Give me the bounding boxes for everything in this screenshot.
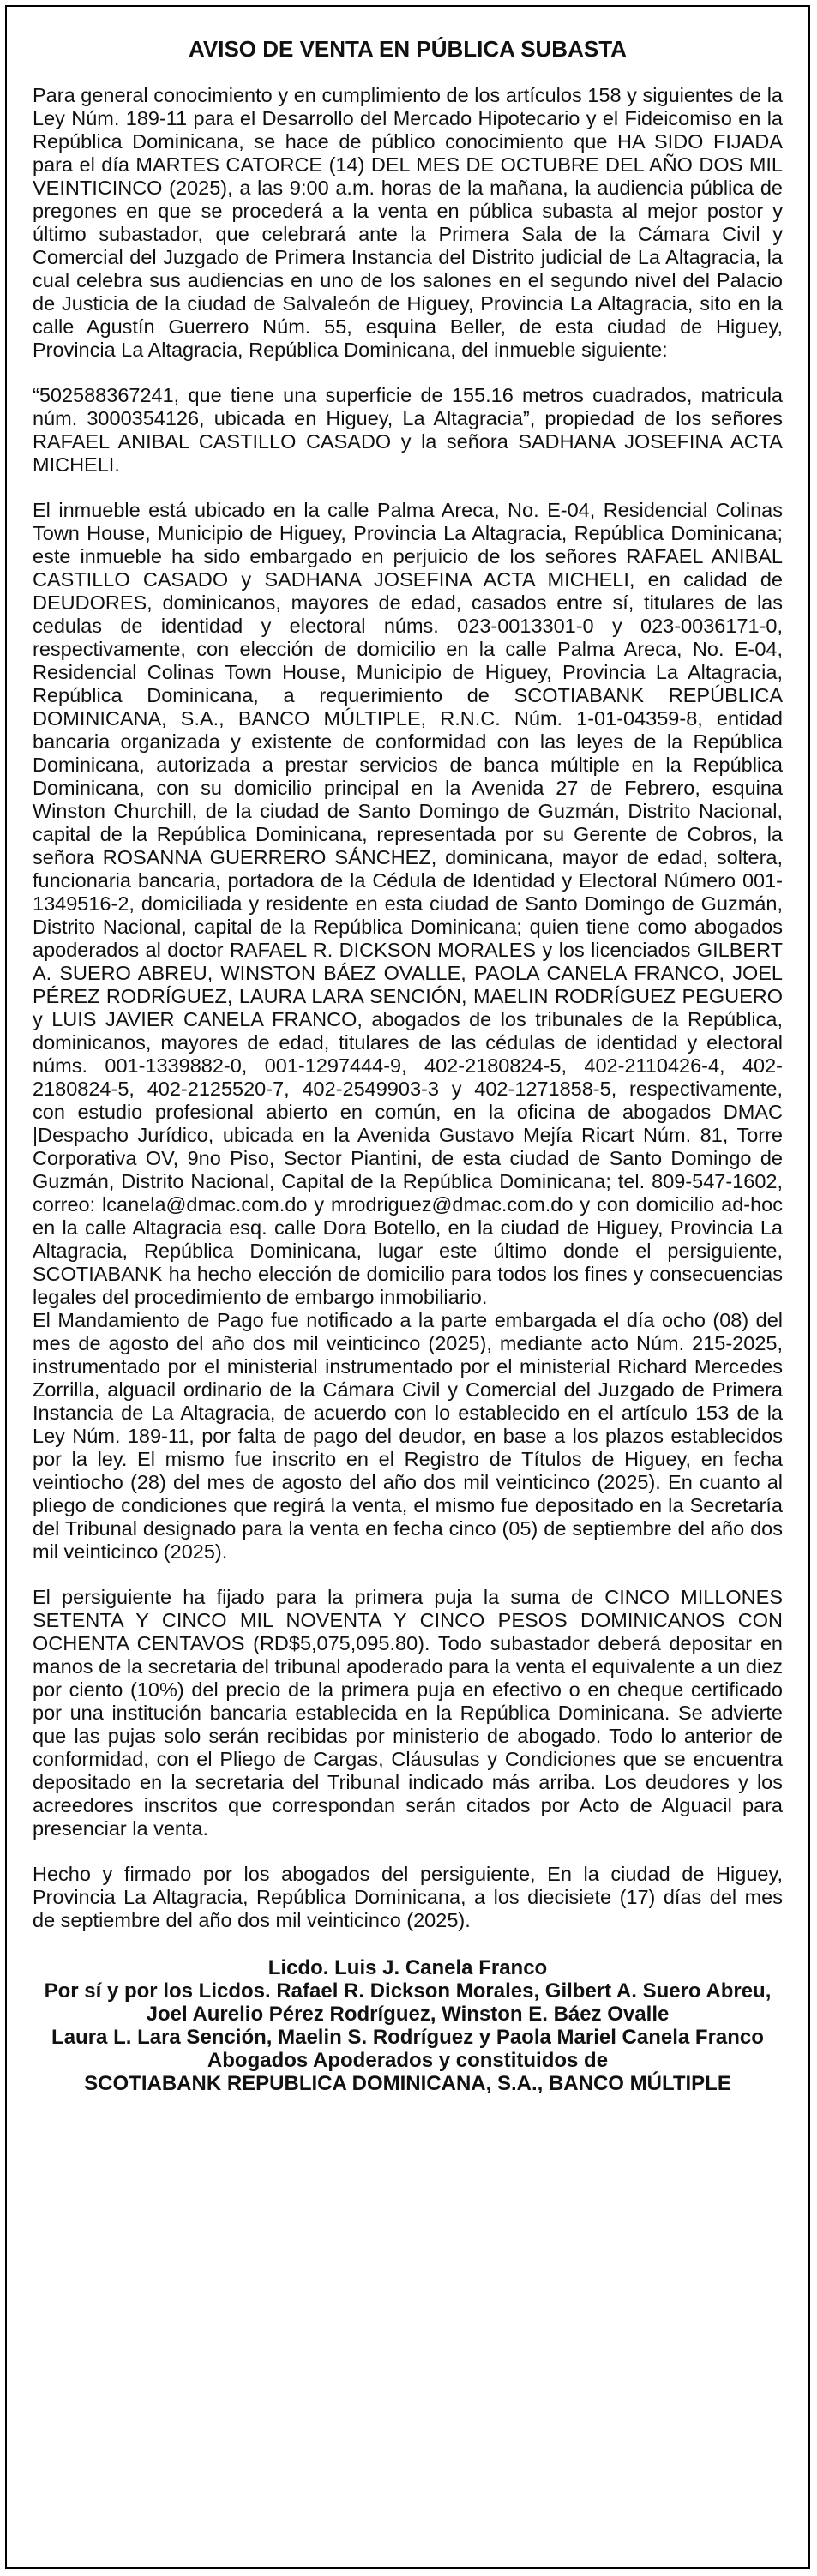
- signature-line-role: Abogados Apoderados y constituidos de: [207, 2049, 609, 2072]
- paragraph-first-bid: El persiguiente ha fijado para la primera puja la suma de CINCO MILLONES SETENTA Y CINCO MIL NOVENTA Y CINCO PESOS DOMINICANOS CON OCHENTA CENTAVOS (RD$5,075,095.80). Todo subastador deberá depositar en manos de la secretaria del tribunal apoderado para la venta el equivalente a un diez por ciento (10%) del precio de la primera puja en efectivo o en cheque certificado por una institución bancaria establecida en la República Dominicana. Se advierte que las pujas solo serán recibidas por ministerio de abogado. Todo lo anterior de conformidad, con el Pliego de Cargas, Cláusulas y Condiciones que se encuentra depositado en la secretaria del Tribunal indicado más arriba. Los deudores y los acreedores inscritos que correspondan serán citados por Acto de Alguacil para presenciar la venta.: [33, 1586, 783, 1840]
- paragraph-property-details: El inmueble está ubicado en la calle Palma Areca, No. E-04, Residencial Colinas Town House, Municipio de Higuey, Provincia La Altagracia, República Dominicana; este inmueble ha sido embargado en perjuicio de los señores RAFAEL ANIBAL CASTILLO CASADO y SADHANA JOSEFINA ACTA MICHELI, en calidad de DEUDORES, dominicanos, mayores de edad, casados entre sí, titulares de las cedulas de identidad y electoral núms. 023-0013301-0 y 023-0036171-0, respectivamente, con elección de domicilio en la calle Palma Areca, No. E-04, Residencial Colinas Town House, Municipio de Higuey, Provincia La Altagracia, República Dominicana, a requerimiento de SCOTIABANK REPÚBLICA DOMINICANA, S.A., BANCO MÚLTIPLE, R.N.C. Núm. 1-01-04359-8, entidad bancaria organizada y existente de conformidad con las leyes de la República Dominicana, autorizada a prestar servicios de banca múltiple en la República Dominicana, con su domicilio principal en la Avenida 27 de Febrero, esquina Winston Churchill, de la ciudad de Santo Domingo de Guzmán, Distrito Nacional, capital de la República Dominicana, representada por su Gerente de Cobros, la señora ROSANNA GUERRERO SÁNCHEZ, dominicana, mayor de edad, soltera, funcionaria bancaria, portadora de la Cédula de Identidad y Electoral Número 001-1349516-2, domiciliada y residente en esta ciudad de Santo Domingo de Guzmán, Distrito Nacional, capital de la República Dominicana; quien tiene como abogados apoderados al doctor RAFAEL R. DICKSON MORALES y los licenciados GILBERT A. SUERO ABREU, WINSTON BÁEZ OVALLE, PAOLA CANELA FRANCO, JOEL PÉREZ RODRÍGUEZ, LAURA LARA SENCIÓN, MAELIN RODRÍGUEZ PEGUERO y LUIS JAVIER CANELA FRANCO, abogados de los tribunales de la República, dominicanos, mayores de edad, titulares de las cédulas de identidad y electoral núms. 001-1339882-0, 001-1297444-9, 402-2180824-5, 402-2110426-4, 402-2180824-5, 402-2125520-7, 402-2549903-3 y 402-1271858-5, respectivamente, con estudio profesional abierto en común, en la oficina de abogados DMAC |Despacho Jurídico, ubicada en la Avenida Gustavo Mejía Ricart Núm. 81, Torre Corporativa OV, 9no Piso, Sector Piantini, de esta ciudad de Santo Domingo de Guzmán, Distrito Nacional, Capital de la República Dominicana; tel. 809-547-1602, correo: lcanela@dmac.com.do y mrodriguez@dmac.com.do y con domicilio ad-hoc en la calle Altagracia esq. calle Dora Botello, en la ciudad de Higuey, Provincia La Altagracia, República Dominicana, lugar este último donde el persiguiente, SCOTIABANK ha hecho elección de domicilio para todos los fines y consecuencias legales del procedimiento de embargo inmobiliario.: [33, 499, 783, 1308]
- signature-line-client: SCOTIABANK REPUBLICA DOMINICANA, S.A., BANCO MÚLTIPLE: [84, 2072, 731, 2095]
- paragraph-payment-order: El Mandamiento de Pago fue notificado a la parte embargada el día ocho (08) del mes de agosto del año dos mil veinticinco (2025), mediante acto Núm. 215-2025, instrumentado por el ministerial instrumentado por el ministerial Richard Mercedes Zorrilla, alguacil ordinario de la Cámara Civil y Comercial del Juzgado de Primera Instancia de La Altagracia, de acuerdo con lo establecido en el artículo 153 de la Ley Núm. 189-11, por falta de pago del deudor, en base a los plazos establecidos por la ley. El mismo fue inscrito en el Registro de Títulos de Higuey, en fecha veintiocho (28) del mes de agosto del año dos mil veinticinco (2025). En cuanto al pliego de condiciones que regirá la venta, el mismo fue depositado en la Secretaría del Tribunal designado para la venta en fecha cinco (05) de septiembre del año dos mil veinticinco (2025).: [33, 1309, 783, 1563]
- auction-notice: [5, 5, 810, 2569]
- paragraph-intro: Para general conocimiento y en cumplimiento de los artículos 158 y siguientes de la Ley Núm. 189-11 para el Desarrollo del Mercado Hipotecario y el Fideicomiso en la República Dominicana, se hace de público conocimiento que HA SIDO FIJADA para el día MARTES CATORCE (14) DEL MES DE OCTUBRE DEL AÑO DOS MIL VEINTICINCO (2025), a las 9:00 a.m. horas de la mañana, la audiencia pública de pregones en que se procederá a la venta en pública subasta al mejor postor y último subastador, que celebrará ante la Primera Sala de la Cámara Civil y Comercial del Juzgado de Primera Instancia del Distrito judicial de La Altagracia, la cual celebra sus audiencias en uno de los salones en el segundo nivel del Palacio de Justicia de la ciudad de Salvaleón de Higuey, Provincia La Altagracia, sito en la calle Agustín Guerrero Núm. 55, esquina Beller, de esta ciudad de Higuey, Provincia La Altagracia, República Dominicana, del inmueble siguiente:: [33, 84, 783, 361]
- signature-block: [33, 1956, 783, 2095]
- paragraph-property: “502588367241, que tiene una superficie de 155.16 metros cuadrados, matricula núm. 3000354126, ubicada en Higuey, La Altagracia”, propiedad de los señores RAFAEL ANIBAL CASTILLO CASADO y la señora SADHANA JOSEFINA ACTA MICHELI.: [33, 384, 783, 476]
- signature-line-co-lawyers-2: Laura L. Lara Sención, Maelin S. Rodríguez y Paola Mariel Canela Franco: [51, 2026, 764, 2049]
- signature-line-lawyer: Licdo. Luis J. Canela Franco: [267, 1956, 548, 1979]
- notice-title: AVISO DE VENTA EN PÚBLICA SUBASTA: [189, 36, 627, 62]
- signature-line-co-lawyers: Por sí y por los Licdos. Rafael R. Dickson Morales, Gilbert A. Suero Abreu, Joel Aurelio Pérez Rodríguez, Winston E. Báez Ovalle: [44, 1979, 772, 2026]
- paragraph-signed: Hecho y firmado por los abogados del persiguiente, En la ciudad de Higuey, Provincia La Altagracia, República Dominicana, a los diecisiete (17) días del mes de septiembre del año dos mil veinticinco (2025).: [33, 1863, 783, 1931]
